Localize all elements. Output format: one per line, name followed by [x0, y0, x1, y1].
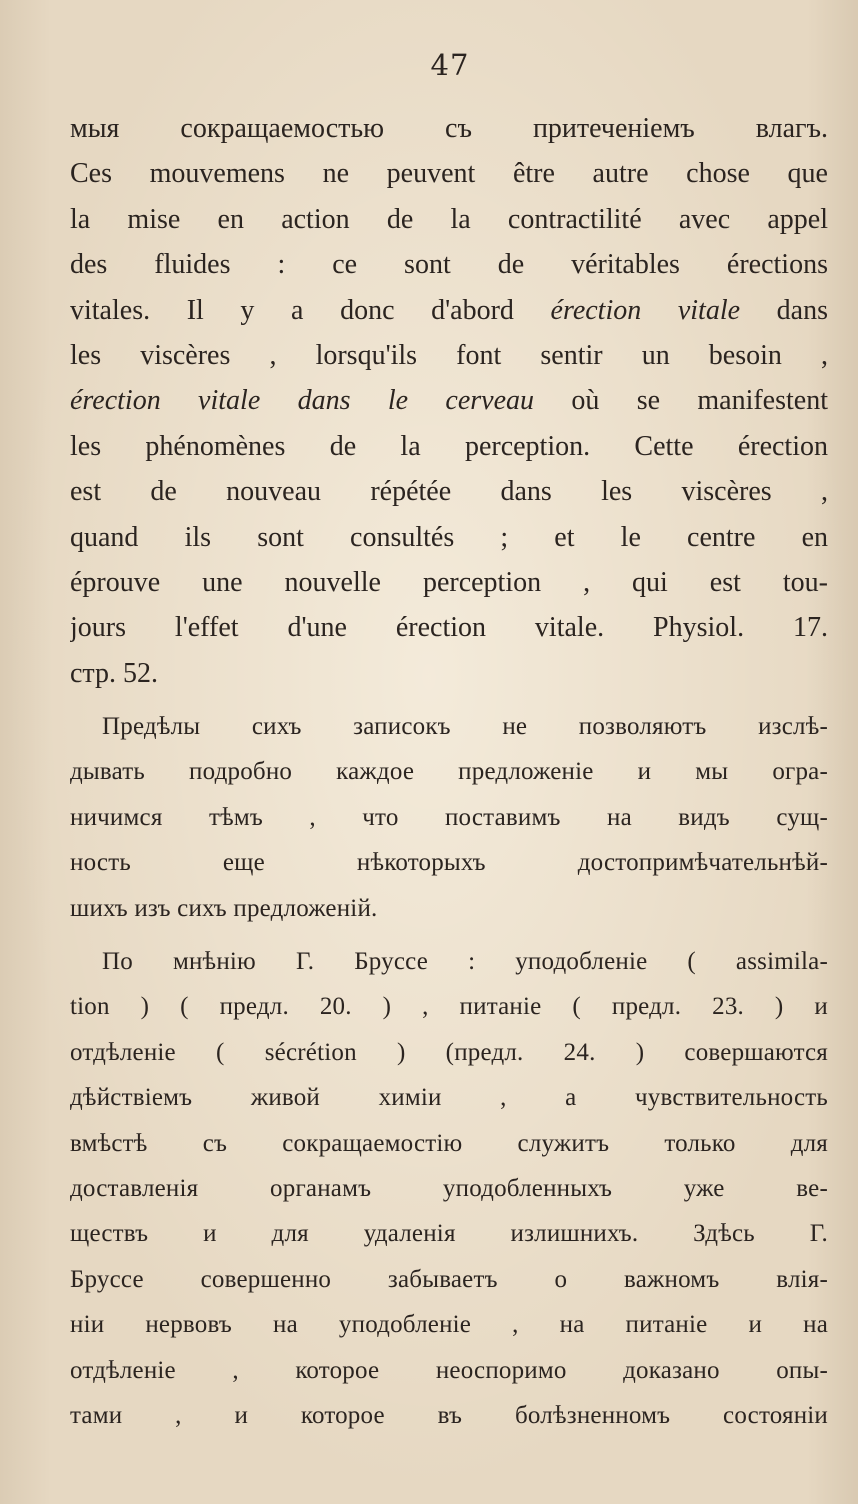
text-line: Ces mouvemens ne peuvent être autre chose que: [70, 158, 828, 190]
text-line: Предѣлы сихъ записокъ не позволяютъ изслѣ-: [102, 713, 828, 741]
paragraph-broussais-opinion: [70, 939, 830, 1438]
text-line: ность еще нѣкоторыхъ достопримѣчательнѣй-: [70, 849, 828, 877]
text-line: la mise en action de la contractilité avec appel: [70, 203, 828, 235]
text-line: ніи нервовъ на уподобленіе , на питаніе и на: [70, 1311, 828, 1339]
text-line: éprouve une nouvelle perception , qui est tou-: [70, 566, 828, 598]
text-line: des fluides : ce sont de véritables érections: [70, 249, 828, 281]
text-line: доставленія органамъ уподобленныхъ уже ве-: [70, 1174, 828, 1202]
book-page: [70, 40, 830, 1438]
text-line: jours l'effet d'une érection vitale. Physiol. 17.: [70, 612, 828, 644]
text-line: tion ) ( предл. 20. ) , питаніе ( предл. 23. ) и: [70, 993, 828, 1021]
text-line: les phénomènes de la perception. Cette érection: [70, 430, 828, 462]
text-line: ществъ и для удаленія излишнихъ. Здѣсь Г.: [70, 1220, 828, 1248]
text-line: ничимся тѣмъ , что поставимъ на видъ сущ-: [70, 803, 828, 831]
text-line: дѣйствіемъ живой химіи , а чувствительность: [70, 1084, 828, 1112]
text-line: vitales. Il y a donc d'abord érection vitale dans: [70, 294, 828, 326]
text-line: les viscères , lorsqu'ils font sentir un besoin ,: [70, 339, 828, 371]
page-number: 47: [430, 48, 470, 82]
text-line: отдѣленіе , которое неоспоримо доказано опы-: [70, 1356, 828, 1384]
text-line: мыя сокращаемостью съ притеченіемъ влагъ.: [70, 113, 828, 144]
paragraph-limits: [70, 704, 830, 931]
italic-phrase: érection vitale dans le cerveau: [70, 385, 534, 417]
text-line: отдѣленіе ( sécrétion ) (предл. 24. ) совершаются: [70, 1038, 828, 1066]
text-line: стр. 52.: [70, 657, 159, 689]
text-line: Бруссе совершенно забываетъ о важномъ влія-: [70, 1265, 828, 1293]
text-line: дывать подробно каждое предложеніе и мы огра-: [70, 758, 828, 786]
text-line: вмѣстѣ съ сокращаемостію служитъ только для: [70, 1129, 828, 1157]
text-line: est de nouveau répétée dans les viscères ,: [70, 476, 828, 508]
text-line: шихъ изъ сихъ предложеній.: [70, 894, 378, 922]
text-line: По мнѣнію Г. Бруссе : уподобленіе ( assimila-: [102, 948, 828, 976]
text-line: quand ils sont consultés ; et le centre en: [70, 521, 828, 553]
italic-phrase: érection vitale: [550, 294, 741, 326]
french-quotation-block: [70, 106, 830, 696]
text-line: тами , и которое въ болѣзненномъ состояніи: [70, 1401, 828, 1429]
text-line: érection vitale dans le cerveau où se manifestent: [70, 385, 828, 417]
